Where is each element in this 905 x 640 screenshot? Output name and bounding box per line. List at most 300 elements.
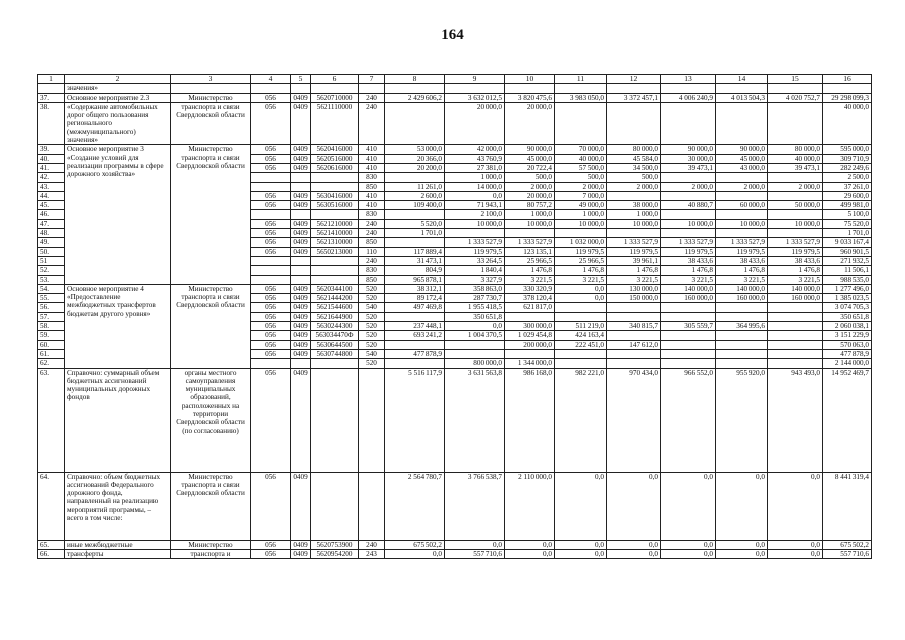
row-number: 37. [38,93,65,102]
cell-c14: 160 000,0 [716,294,768,303]
cell-c13: 2 000,0 [661,182,716,191]
cell-c4: 056 [251,472,291,540]
cell-c14 [716,173,768,182]
cell-c6 [311,210,359,219]
row-number: 65. [38,540,65,549]
cell-c6 [311,182,359,191]
cell-c5: 0409 [291,540,311,549]
cell-c15 [768,173,823,182]
cell-c6: 5620416000 [311,145,359,154]
cell-c5 [291,210,311,219]
cell-c16: 37 261,0 [823,182,872,191]
cell-c10: 80 757,2 [505,201,555,210]
cell-c12: 3 221,5 [607,275,661,284]
cell-c9: 3 327,9 [445,275,505,284]
table-row [38,93,872,102]
cell-c7: 520 [359,359,385,368]
cell-c8: 109 400,0 [385,201,445,210]
cell-c6 [311,359,359,368]
cell-c13: 30 000,0 [661,154,716,163]
cell-c15 [768,331,823,340]
cell-c16: 570 063,0 [823,340,872,349]
responsible-org: транспорта и связи Свердловской области [171,102,251,144]
cell-c16: 40 000,0 [823,102,872,144]
cell-c9: 1 333 527,9 [445,238,505,247]
row-number: 66. [38,549,65,558]
table-row [38,102,872,144]
cell-c15: 0,0 [768,472,823,540]
cell-c12: 340 815,7 [607,322,661,331]
cell-c16: 557 710,6 [823,549,872,558]
cell-c7: 240 [359,93,385,102]
cell-c6: 5620516000 [311,154,359,163]
cell-c13: 10 000,0 [661,219,716,228]
cell-c15: 3 221,5 [768,275,823,284]
cell-c10: 45 000,0 [505,154,555,163]
cell-c11 [555,229,607,238]
cell-c8: 965 878,1 [385,275,445,284]
cell-c13: 160 000,0 [661,294,716,303]
cell-c6: 5621410000 [311,229,359,238]
cell-c15: 943 493,0 [768,368,823,472]
cell-c9: 33 264,5 [445,256,505,265]
table-row [38,368,872,472]
col-header: 3 [171,75,251,84]
cell-c10: 986 168,0 [505,368,555,472]
responsible-org: Министерство транспорта и связи Свердловской области [171,472,251,540]
cell-c9 [445,349,505,358]
cell-c15 [768,349,823,358]
cell-c15 [768,191,823,200]
cell-c11: 7 000,0 [555,191,607,200]
column-header-row [38,75,872,84]
cell-c5: 0409 [291,154,311,163]
table-row [38,549,872,558]
cell-c7: 830 [359,266,385,275]
cell-c5: 0409 [291,219,311,228]
cell-c7: 830 [359,173,385,182]
cell-c7: 410 [359,154,385,163]
cell-c7: 240 [359,540,385,549]
cell-c14: 60 000,0 [716,201,768,210]
cell-c11: 10 000,0 [555,219,607,228]
table-row [38,145,872,154]
cell-c15: 160 000,0 [768,294,823,303]
cell-c15: 50 000,0 [768,201,823,210]
row-number: 39. [38,145,65,154]
cell-c13: 119 979,5 [661,247,716,256]
cell-c14: 45 000,0 [716,154,768,163]
cell-c8 [385,210,445,219]
cell-c14: 955 920,0 [716,368,768,472]
cell-c16: 2 500,0 [823,173,872,182]
cell-c16: 960 901,5 [823,247,872,256]
col-header: 7 [359,75,385,84]
cell-c14: 140 000,0 [716,284,768,293]
cell-c15: 10 000,0 [768,219,823,228]
cell-c16: 309 710,9 [823,154,872,163]
cell-c9: 10 000,0 [445,219,505,228]
col-header: 4 [251,75,291,84]
responsible-org: Министерство [171,93,251,102]
cell-c12: 39 961,1 [607,256,661,265]
cell-c6: 5621210000 [311,219,359,228]
cell-c4: 056 [251,247,291,256]
cell-c6: 5630244300 [311,322,359,331]
cell-c14: 0,0 [716,472,768,540]
item-name: Основное мероприятие 3 «Создание условий для реализации программы в сфере дорожного хозяйства» [65,145,171,284]
cell-c15 [768,322,823,331]
cell-c4 [251,275,291,284]
cell-c14: 0,0 [716,549,768,558]
cell-c11: 57 500,0 [555,163,607,172]
item-name: Справочно: объем бюджетных ассигнований Федерального дорожного фонда, направленный на реализацию мероприятий программы, – всего в том числе: [65,472,171,540]
cell-c7: 520 [359,294,385,303]
cell-c11: 1 476,8 [555,266,607,275]
cell-c14: 90 000,0 [716,145,768,154]
cell-c13 [661,359,716,368]
responsible-org: транспорта и [171,549,251,558]
cell-c11: 1 032 000,0 [555,238,607,247]
cell-c13 [661,340,716,349]
cell-c7: 240 [359,256,385,265]
row-number: 52. [38,266,65,275]
cell-c8: 0,0 [385,549,445,558]
cell-c8: 5 516 117,9 [385,368,445,472]
cell-c5: 0409 [291,247,311,256]
cell-c4: 056 [251,238,291,247]
item-name: иные межбюджетные [65,540,171,549]
cell-c9: 20 000,0 [445,102,505,144]
cell-c4: 056 [251,303,291,312]
cell-c4: 056 [251,340,291,349]
cell-c9: 3 631 563,8 [445,368,505,472]
cell-c15 [768,312,823,321]
cell-c16: 499 981,0 [823,201,872,210]
cell-c16: 5 100,0 [823,210,872,219]
cell-c15: 0,0 [768,549,823,558]
cell-c4: 056 [251,191,291,200]
responsible-org: Министерство транспорта и связи Свердловской области [171,145,251,284]
cell-c15: 4 020 752,7 [768,93,823,102]
table-row [38,540,872,549]
cell-c7: 540 [359,303,385,312]
cell-c10 [505,229,555,238]
cell-c4 [251,256,291,265]
row-number: 42. [38,173,65,182]
cell-c5: 0409 [291,303,311,312]
cell-c14: 4 013 504,3 [716,93,768,102]
cell-c16: 271 932,5 [823,256,872,265]
cell-c16: 675 502,2 [823,540,872,549]
cell-c8: 237 448,1 [385,322,445,331]
cell-c4: 056 [251,294,291,303]
cell-c4 [251,266,291,275]
cell-c9: 1 955 418,5 [445,303,505,312]
cell-c10 [505,312,555,321]
cell-c13 [661,191,716,200]
cell-c13: 140 000,0 [661,284,716,293]
cell-c15: 38 433,6 [768,256,823,265]
cell-c5: 0409 [291,145,311,154]
cell-c5: 0409 [291,349,311,358]
cell-c10: 621 817,0 [505,303,555,312]
cell-c12 [607,331,661,340]
item-name: трансферты [65,549,171,558]
cell-c16: 9 033 167,4 [823,238,872,247]
cell-c12: 1 476,8 [607,266,661,275]
cell-c7: 540 [359,349,385,358]
cell-c10: 3 221,5 [505,275,555,284]
cell-c9: 358 863,0 [445,284,505,293]
cell-c7: 850 [359,275,385,284]
cell-c6: 5630744800 [311,349,359,358]
cell-c7: 110 [359,247,385,256]
cell-c10: 20 722,4 [505,163,555,172]
cell-c12 [607,102,661,144]
cell-c10: 123 135,1 [505,247,555,256]
cell-c7: 240 [359,229,385,238]
col-header: 5 [291,75,311,84]
cell-c15 [768,359,823,368]
row-number: 44. [38,191,65,200]
cell-c6 [311,256,359,265]
item-name: Основное мероприятие 2.3 [65,93,171,102]
cell-c13: 40 880,7 [661,201,716,210]
cell-c11 [555,102,607,144]
cell-c13: 0,0 [661,540,716,549]
item-name: «Содержание автомобильных дорог общего пользования регионального (межмуниципального) значения» [65,102,171,144]
cell-c9: 0,0 [445,322,505,331]
cell-c14 [716,303,768,312]
cell-c16: 75 520,0 [823,219,872,228]
cell-c5 [291,266,311,275]
cell-c4: 056 [251,549,291,558]
cell-c5: 0409 [291,294,311,303]
cell-c16: 29 298 099,3 [823,93,872,102]
cell-c7: 520 [359,284,385,293]
cell-c13: 966 552,0 [661,368,716,472]
cell-c5: 0409 [291,163,311,172]
cell-c11: 0,0 [555,540,607,549]
row-number: 64. [38,472,65,540]
cell-c11: 424 163,4 [555,331,607,340]
cell-c14 [716,102,768,144]
cell-c12: 1 333 527,9 [607,238,661,247]
cell-c16: 1 701,0 [823,229,872,238]
cell-c11: 40 000,0 [555,154,607,163]
cell-c4: 056 [251,93,291,102]
cell-c14: 119 979,5 [716,247,768,256]
cell-c14: 364 995,6 [716,322,768,331]
cell-c9: 27 381,0 [445,163,505,172]
cell-c7: 410 [359,145,385,154]
cell-c14: 2 000,0 [716,182,768,191]
col-header: 8 [385,75,445,84]
cell-c11: 25 966,5 [555,256,607,265]
cell-c15 [768,229,823,238]
row-number: 46. [38,210,65,219]
cell-c4: 056 [251,368,291,472]
cell-c11: 511 219,0 [555,322,607,331]
cell-c10: 1 029 454,8 [505,331,555,340]
cell-c10: 1 000,0 [505,210,555,219]
cell-c11: 0,0 [555,472,607,540]
cell-c12: 119 979,5 [607,247,661,256]
cell-c6: 5620710000 [311,93,359,102]
cell-c8: 477 878,9 [385,349,445,358]
cell-c5: 0409 [291,322,311,331]
cell-c11: 119 979,5 [555,247,607,256]
cell-c13 [661,349,716,358]
cell-c10: 1 476,8 [505,266,555,275]
cell-c5: 0409 [291,549,311,558]
cell-c7: 240 [359,102,385,144]
cell-c13: 90 000,0 [661,145,716,154]
cell-c10: 0,0 [505,549,555,558]
cell-c8: 675 502,2 [385,540,445,549]
cell-c14 [716,312,768,321]
cell-c5 [291,173,311,182]
cell-c8 [385,102,445,144]
cell-c11: 70 000,0 [555,145,607,154]
cell-c5 [291,256,311,265]
col-header: 9 [445,75,505,84]
cell-c6: 5630516000 [311,201,359,210]
cell-c8: 497 469,8 [385,303,445,312]
cell-c7 [359,472,385,540]
cell-c15: 2 000,0 [768,182,823,191]
cell-c8: 89 172,4 [385,294,445,303]
cell-c16: 350 651,8 [823,312,872,321]
cell-c8: 2 564 780,7 [385,472,445,540]
cell-c11: 500,0 [555,173,607,182]
cell-c13: 1 333 527,9 [661,238,716,247]
cell-c8: 2 429 606,2 [385,93,445,102]
cell-c9: 71 943,1 [445,201,505,210]
cell-c13 [661,102,716,144]
cell-c6 [311,368,359,472]
cell-c16: 11 506,1 [823,266,872,275]
cell-c14 [716,331,768,340]
col-header: 14 [716,75,768,84]
cell-c10: 500,0 [505,173,555,182]
cell-c12: 1 000,0 [607,210,661,219]
cell-c5: 0409 [291,312,311,321]
cell-c4: 056 [251,349,291,358]
row-number: 62. [38,359,65,368]
cell-c7: 410 [359,191,385,200]
cell-c6: 5650213000 [311,247,359,256]
cell-c16: 3 074 705,3 [823,303,872,312]
cell-c12: 80 000,0 [607,145,661,154]
cell-c10: 20 000,0 [505,102,555,144]
cell-c11: 1 000,0 [555,210,607,219]
cell-c12: 150 000,0 [607,294,661,303]
cell-c11: 2 000,0 [555,182,607,191]
cell-c10: 300 000,0 [505,322,555,331]
cell-c8: 5 520,0 [385,219,445,228]
row-number: 55. [38,294,65,303]
cell-c10: 1 333 527,9 [505,238,555,247]
cell-c8: 31 473,1 [385,256,445,265]
cell-c14 [716,210,768,219]
cell-c5: 0409 [291,191,311,200]
cell-c9: 557 710,6 [445,549,505,558]
cell-c10: 3 820 475,6 [505,93,555,102]
cell-c7: 850 [359,182,385,191]
page-number: 164 [441,27,464,43]
cell-c15: 39 473,1 [768,163,823,172]
cell-c7: 520 [359,340,385,349]
cell-c16: 1 277 496,0 [823,284,872,293]
cell-c5 [291,359,311,368]
row-number: 54. [38,284,65,293]
cell-c12: 0,0 [607,549,661,558]
cell-c12 [607,191,661,200]
row-number: 60. [38,340,65,349]
cell-c11 [555,349,607,358]
cell-c8: 20 366,0 [385,154,445,163]
cell-c13: 38 433,6 [661,256,716,265]
cell-c13: 305 559,7 [661,322,716,331]
cell-c11 [555,303,607,312]
row-number: 49. [38,238,65,247]
row-number: 57. [38,312,65,321]
cell-c6: 5620753900 [311,540,359,549]
cell-c9: 3 766 538,7 [445,472,505,540]
cell-c13: 4 006 240,9 [661,93,716,102]
cell-c12: 0,0 [607,472,661,540]
cell-c12 [607,303,661,312]
cell-c6: 5621110000 [311,102,359,144]
row-number: 48. [38,229,65,238]
cell-c13: 3 221,5 [661,275,716,284]
cell-c4: 056 [251,229,291,238]
cell-c13: 1 476,8 [661,266,716,275]
cell-c9: 2 100,0 [445,210,505,219]
cell-c14: 0,0 [716,540,768,549]
cell-c8: 11 261,0 [385,182,445,191]
cell-c4: 056 [251,219,291,228]
row-number: 59. [38,331,65,340]
row-number: 63. [38,368,65,472]
col-header: 13 [661,75,716,84]
cell-c16: 282 249,6 [823,163,872,172]
cell-c14: 1 476,8 [716,266,768,275]
cell-c16: 2 060 038,1 [823,322,872,331]
col-header: 1 [38,75,65,84]
cell-c14: 43 000,0 [716,163,768,172]
cell-c12: 34 500,0 [607,163,661,172]
cell-c5: 0409 [291,368,311,472]
cell-c5: 0409 [291,229,311,238]
cell-c11: 49 000,0 [555,201,607,210]
col-header: 15 [768,75,823,84]
responsible-org: Министерство транспорта и связи Свердловской области [171,284,251,368]
row-number: 51 [38,256,65,265]
row-number: 61. [38,349,65,358]
cell-c9 [445,229,505,238]
cell-c6: 5630644500 [311,340,359,349]
cell-c10: 200 000,0 [505,340,555,349]
cell-c16: 477 878,9 [823,349,872,358]
continuation-row [38,84,872,93]
cell-c4: 056 [251,312,291,321]
cell-c11: 222 451,0 [555,340,607,349]
continuation-text: значения» [65,84,171,93]
cell-c6: 5620344100 [311,284,359,293]
